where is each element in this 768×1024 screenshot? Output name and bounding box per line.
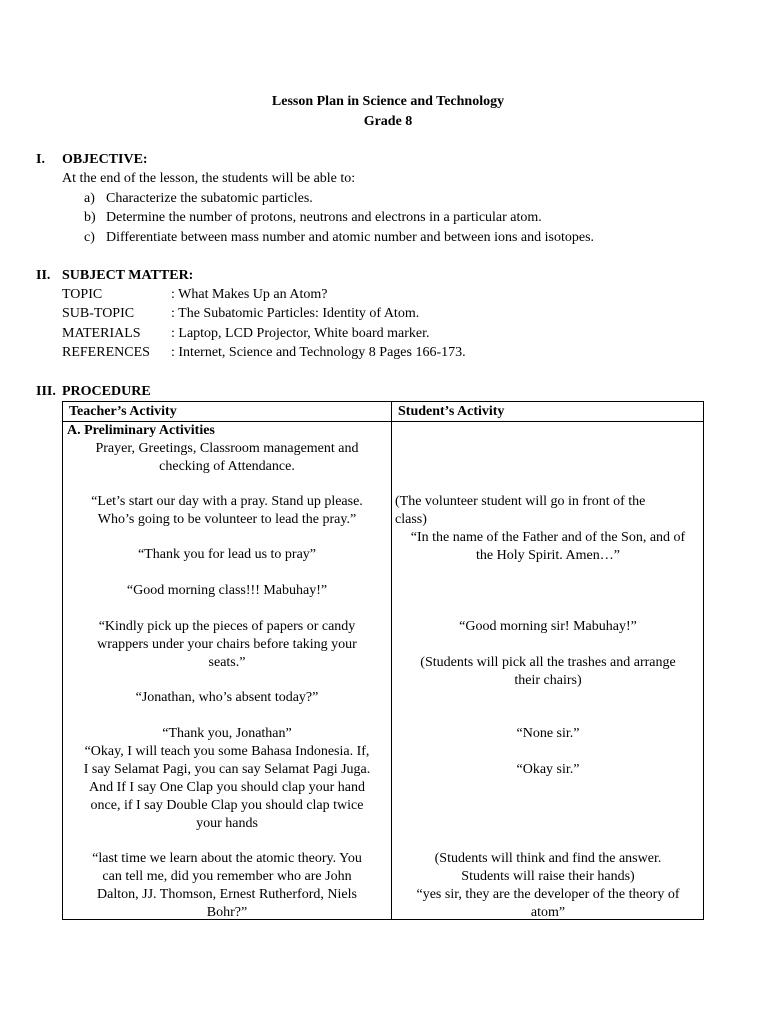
objective-item-text: Determine the number of protons, neutrons and electrons in a particular atom.	[106, 210, 542, 225]
objective-intro: At the end of the lesson, the students will be able to:	[62, 171, 356, 186]
objective-number: I.	[36, 152, 45, 167]
teacher-line: “Jonathan, who’s absent today?”	[135, 690, 319, 705]
student-line: their chairs)	[514, 673, 582, 688]
student-line: “In the name of the Father and of the Son, and of	[410, 530, 686, 545]
materials-value: : Laptop, LCD Projector, White board marker.	[171, 326, 430, 341]
student-line: “Okay sir.”	[516, 762, 580, 777]
procedure-number: III.	[36, 384, 56, 399]
references-value: : Internet, Science and Technology 8 Pages 166-173.	[171, 345, 466, 360]
objective-item-label: c)	[84, 230, 95, 245]
materials-key: MATERIALS	[62, 326, 141, 341]
teacher-line: wrappers under your chairs before taking your	[97, 637, 357, 652]
topic-value: : What Makes Up an Atom?	[171, 287, 328, 302]
teacher-line: Prayer, Greetings, Classroom management and	[95, 441, 359, 456]
teacher-line: “Thank you, Jonathan”	[162, 726, 292, 741]
teacher-line: “Okay, I will teach you some Bahasa Indonesia. If,	[84, 744, 370, 759]
subtopic-key: SUB-TOPIC	[62, 306, 135, 321]
student-line: (Students will think and find the answer.	[434, 851, 662, 866]
procedure-table	[62, 401, 704, 920]
objective-item	[84, 209, 542, 227]
subtopic-value: : The Subatomic Particles: Identity of Atom.	[171, 306, 420, 321]
objective-item	[84, 229, 594, 247]
student-line: the Holy Spirit. Amen…”	[476, 548, 620, 563]
student-line: (The volunteer student will go in front of the	[395, 494, 646, 509]
teacher-line: Dalton, JJ. Thomson, Ernest Rutherford, Niels	[97, 887, 357, 902]
procedure-heading: PROCEDURE	[62, 384, 151, 399]
preliminary-activities-heading: A. Preliminary Activities	[67, 423, 215, 438]
student-activity-header: Student’s Activity	[398, 404, 505, 419]
student-line: atom”	[530, 905, 566, 920]
teacher-line: can tell me, did you remember who are John	[102, 869, 352, 884]
teacher-line: seats.”	[208, 655, 246, 670]
teacher-line: your hands	[196, 816, 258, 831]
student-line: “yes sir, they are the developer of the theory of	[416, 887, 680, 902]
subject-matter-heading: SUBJECT MATTER:	[62, 268, 194, 283]
teacher-line: “Let’s start our day with a pray. Stand up please.	[91, 494, 363, 509]
student-line: (Students will pick all the trashes and arrange	[420, 655, 676, 670]
document-title: Lesson Plan in Science and Technology	[271, 94, 505, 109]
objective-item-text: Characterize the subatomic particles.	[106, 191, 313, 206]
teacher-line: Bohr?”	[206, 905, 248, 920]
grade-label: Grade 8	[363, 114, 413, 129]
student-line: “Good morning sir! Mabuhay!”	[459, 619, 637, 634]
subject-matter-number: II.	[36, 268, 51, 283]
objective-item-label: b)	[84, 210, 96, 225]
teacher-line: checking of Attendance.	[159, 459, 295, 474]
references-key: REFERENCES	[62, 345, 150, 360]
teacher-line: “Thank you for lead us to pray”	[137, 547, 317, 562]
student-line: Students will raise their hands)	[461, 869, 635, 884]
teacher-line: “Kindly pick up the pieces of papers or candy	[98, 619, 356, 634]
objective-item-label: a)	[84, 191, 95, 206]
student-line: class)	[395, 512, 427, 527]
objective-item	[84, 190, 313, 208]
teacher-line: “last time we learn about the atomic theory. You	[92, 851, 362, 866]
teacher-line: “Good morning class!!! Mabuhay!”	[126, 583, 328, 598]
teacher-activity-header: Teacher’s Activity	[69, 404, 177, 419]
objective-heading: OBJECTIVE:	[62, 152, 148, 167]
teacher-line: once, if I say Double Clap you should clap twice	[90, 798, 364, 813]
topic-key: TOPIC	[62, 287, 103, 302]
column-divider	[391, 402, 392, 919]
objective-item-text: Differentiate between mass number and atomic number and between ions and isotopes.	[106, 230, 595, 245]
teacher-line: And If I say One Clap you should clap your hand	[88, 780, 366, 795]
teacher-line: I say Selamat Pagi, you can say Selamat Pagi Juga.	[83, 762, 371, 777]
teacher-line: Who’s going to be volunteer to lead the pray.”	[97, 512, 357, 527]
student-line: “None sir.”	[516, 726, 580, 741]
